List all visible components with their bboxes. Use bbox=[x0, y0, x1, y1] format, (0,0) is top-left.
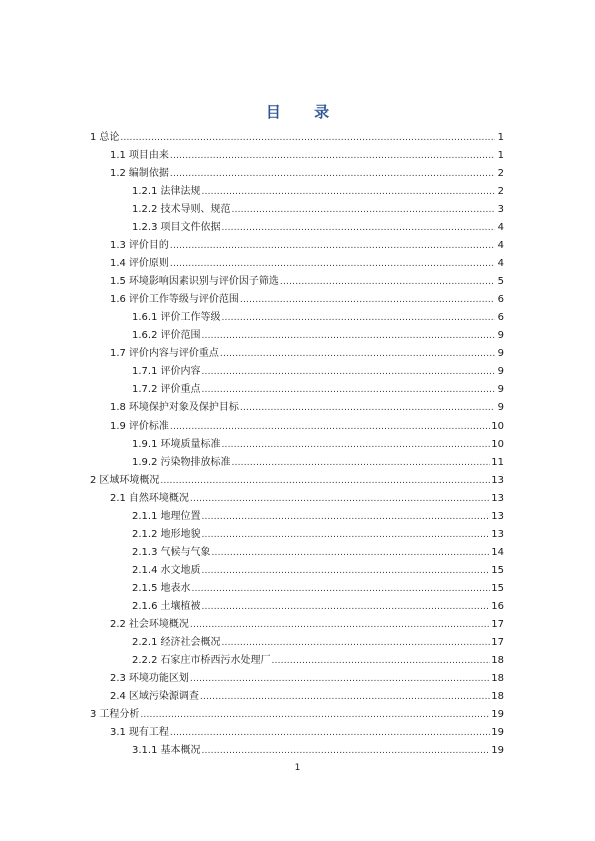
toc-entry-number: 1.7 bbox=[110, 348, 126, 360]
toc-entry[interactable] bbox=[90, 490, 504, 508]
toc-entry-title: 区域环境概况 bbox=[99, 474, 160, 486]
toc-entry-title: 石家庄市桥西污水处理厂 bbox=[160, 654, 271, 666]
toc-entry-page: 13 bbox=[491, 474, 504, 486]
toc-dot-leader bbox=[280, 273, 495, 291]
toc-entry[interactable] bbox=[90, 508, 504, 526]
toc-entry[interactable] bbox=[90, 219, 504, 237]
toc-entry-page: 1 bbox=[497, 132, 504, 143]
toc-entry[interactable] bbox=[90, 544, 504, 562]
toc-entry-title: 评价内容 bbox=[160, 366, 201, 378]
toc-entry-page: 18 bbox=[491, 690, 504, 702]
toc-entry-page: 9 bbox=[497, 348, 504, 360]
toc-entry-page: 9 bbox=[497, 402, 504, 414]
toc-entry[interactable] bbox=[90, 616, 504, 634]
toc-entry-title: 土壤植被 bbox=[160, 600, 201, 612]
toc-entry-number: 3.1 bbox=[110, 727, 126, 739]
toc-entry-number: 1.1 bbox=[110, 150, 126, 162]
toc-entry-page: 19 bbox=[491, 709, 504, 720]
toc-dot-leader bbox=[170, 147, 495, 165]
toc-entry[interactable] bbox=[90, 147, 504, 165]
toc-entry-number: 2.2.2 bbox=[132, 654, 158, 666]
toc-entry[interactable] bbox=[90, 526, 504, 544]
toc-dot-leader bbox=[221, 309, 495, 327]
toc-dot-leader bbox=[170, 418, 490, 436]
toc-entry-number: 1.5 bbox=[110, 276, 126, 288]
toc-dot-leader bbox=[211, 544, 490, 562]
toc-dot-leader bbox=[170, 255, 495, 273]
toc-entry-page: 19 bbox=[491, 745, 504, 757]
toc-entry-title: 评价内容与评价重点 bbox=[128, 348, 219, 360]
toc-entry-number: 1.8 bbox=[110, 402, 126, 414]
toc-entry-page: 4 bbox=[497, 222, 504, 234]
toc-entry-page: 15 bbox=[491, 564, 504, 576]
toc-entry-page: 2 bbox=[497, 168, 504, 180]
toc-entry-number: 1.2.2 bbox=[132, 204, 158, 216]
toc-entry-page: 13 bbox=[491, 510, 504, 522]
toc-dot-leader bbox=[200, 688, 490, 706]
toc-entry-title: 评价重点 bbox=[160, 384, 201, 396]
toc-dot-leader bbox=[240, 399, 495, 417]
toc-entry-title: 区域污染源调查 bbox=[128, 690, 199, 702]
toc-entry-title: 环境保护对象及保护目标 bbox=[128, 402, 239, 414]
toc-entry-page: 9 bbox=[497, 366, 504, 378]
toc-entry-title: 自然环境概况 bbox=[128, 492, 189, 504]
toc-entry-title: 环境影响因素识别与评价因子筛选 bbox=[128, 276, 279, 288]
toc-entry-page: 10 bbox=[491, 438, 504, 450]
toc-entry-number: 1.2.3 bbox=[132, 222, 158, 234]
toc-dot-leader bbox=[231, 201, 495, 219]
toc-entry-page: 6 bbox=[497, 312, 504, 324]
toc-entry[interactable] bbox=[90, 634, 504, 652]
toc-entry[interactable] bbox=[90, 381, 504, 399]
toc-dot-leader bbox=[140, 706, 490, 724]
toc-dot-leader bbox=[160, 472, 490, 490]
toc-entry[interactable] bbox=[90, 183, 504, 201]
toc-entry[interactable] bbox=[90, 562, 504, 580]
toc-entry-page: 9 bbox=[497, 330, 504, 342]
toc-entry[interactable] bbox=[90, 436, 504, 454]
toc-entry-number: 2.1.4 bbox=[132, 564, 158, 576]
toc-dot-leader bbox=[190, 616, 490, 634]
toc-entry-title: 评价标准 bbox=[128, 420, 169, 432]
toc-entry-number: 1.4 bbox=[110, 258, 126, 270]
toc-entry-number: 2.1.1 bbox=[132, 510, 158, 522]
toc-entry-page: 10 bbox=[491, 420, 504, 432]
toc-entry-page: 17 bbox=[491, 636, 504, 648]
toc-entry[interactable] bbox=[90, 598, 504, 616]
toc-entry[interactable] bbox=[90, 724, 504, 742]
toc-entry-title: 评价原则 bbox=[128, 258, 169, 270]
toc-entry-number: 1 bbox=[90, 132, 97, 143]
toc-dot-leader bbox=[221, 634, 490, 652]
toc-entry-title: 水文地质 bbox=[160, 564, 201, 576]
toc-entry-number: 1.3 bbox=[110, 240, 126, 252]
toc-entry[interactable] bbox=[90, 327, 504, 345]
toc-entry-title: 气候与气象 bbox=[160, 546, 211, 558]
toc-dot-leader bbox=[221, 436, 490, 454]
toc-entry-number: 3.1.1 bbox=[132, 745, 158, 757]
toc-entry-title: 社会环境概况 bbox=[128, 618, 189, 630]
toc-entry[interactable] bbox=[90, 291, 504, 309]
toc-entry-title: 地形地貌 bbox=[160, 528, 201, 540]
toc-entry[interactable] bbox=[90, 688, 504, 706]
toc-entry-number: 2.2 bbox=[110, 618, 126, 630]
toc-dot-leader bbox=[201, 562, 490, 580]
toc-entry-number: 1.6.2 bbox=[132, 330, 158, 342]
toc-entry[interactable] bbox=[90, 399, 504, 417]
toc-entry-number: 1.7.2 bbox=[132, 384, 158, 396]
toc-dot-leader bbox=[190, 670, 490, 688]
toc-dot-leader bbox=[201, 508, 490, 526]
toc-entry[interactable] bbox=[90, 742, 504, 760]
toc-entry[interactable] bbox=[90, 129, 504, 147]
toc-entry[interactable] bbox=[90, 454, 504, 472]
toc-entry-number: 3 bbox=[90, 709, 97, 720]
toc-title: 目 录 bbox=[265, 103, 344, 121]
toc-dot-leader bbox=[201, 327, 495, 345]
toc-entry-title: 总论 bbox=[99, 132, 120, 143]
toc-entry-number: 2.1.2 bbox=[132, 528, 158, 540]
toc-entry[interactable] bbox=[90, 418, 504, 436]
toc-entry-title: 评价目的 bbox=[128, 240, 169, 252]
toc-entry[interactable] bbox=[90, 309, 504, 327]
toc-dot-leader bbox=[170, 165, 495, 183]
toc-entry-number: 2.1.3 bbox=[132, 546, 158, 558]
toc-entry[interactable] bbox=[90, 237, 504, 255]
toc-entry-title: 编制依据 bbox=[128, 168, 169, 180]
toc-entry-page: 13 bbox=[491, 528, 504, 540]
toc-dot-leader bbox=[191, 580, 490, 598]
toc-entry-title: 污染物排放标准 bbox=[160, 456, 231, 468]
toc-entry-title: 现有工程 bbox=[128, 727, 169, 739]
toc-entry[interactable] bbox=[90, 472, 504, 490]
toc-dot-leader bbox=[201, 598, 490, 616]
toc-entry-title: 经济社会概况 bbox=[160, 636, 221, 648]
toc-entry-page: 5 bbox=[497, 276, 504, 288]
toc-dot-leader bbox=[201, 381, 495, 399]
toc-entry-page: 1 bbox=[497, 150, 504, 162]
toc-entry-title: 评价范围 bbox=[160, 330, 201, 342]
toc-entry[interactable] bbox=[90, 165, 504, 183]
toc-entry-number: 1.7.1 bbox=[132, 366, 158, 378]
toc-entry-number: 1.2 bbox=[110, 168, 126, 180]
toc-entry-page: 18 bbox=[491, 672, 504, 684]
toc-entry[interactable] bbox=[90, 706, 504, 724]
toc-entry-title: 基本概况 bbox=[160, 745, 201, 757]
toc-entry-page: 19 bbox=[491, 727, 504, 739]
toc-entry-page: 18 bbox=[491, 654, 504, 666]
toc-entry-page: 11 bbox=[491, 456, 504, 468]
toc-dot-leader bbox=[240, 291, 495, 309]
toc-dot-leader bbox=[170, 724, 490, 742]
toc-entry-page: 17 bbox=[491, 618, 504, 630]
toc-dot-leader bbox=[120, 129, 495, 147]
toc-entry-number: 2 bbox=[90, 474, 97, 486]
toc-entry-title: 环境功能区划 bbox=[128, 672, 189, 684]
toc-entry-number: 2.4 bbox=[110, 690, 126, 702]
toc-entry-number: 1.9 bbox=[110, 420, 126, 432]
toc-entry[interactable] bbox=[90, 273, 504, 291]
toc-entry-page: 14 bbox=[491, 546, 504, 558]
toc-entry-page: 2 bbox=[497, 186, 504, 198]
toc-entry-title: 评价工作等级 bbox=[160, 312, 221, 324]
toc-entry-number: 1.6.1 bbox=[132, 312, 158, 324]
toc-dot-leader bbox=[201, 363, 495, 381]
toc-entry[interactable] bbox=[90, 670, 504, 688]
toc-entry-title: 项目文件依据 bbox=[160, 222, 221, 234]
toc-dot-leader bbox=[271, 652, 490, 670]
toc-entry-number: 1.2.1 bbox=[132, 186, 158, 198]
toc-entry-page: 9 bbox=[497, 384, 504, 396]
toc-entry-title: 评价工作等级与评价范围 bbox=[128, 294, 239, 306]
toc-entry-title: 法律法规 bbox=[160, 186, 201, 198]
toc-entry-title: 环境质量标准 bbox=[160, 438, 221, 450]
toc-entry[interactable] bbox=[90, 363, 504, 381]
toc-entry-page: 13 bbox=[491, 492, 504, 504]
toc-entry[interactable] bbox=[90, 345, 504, 363]
toc-entry-number: 1.6 bbox=[110, 294, 126, 306]
toc-entry-title: 技术导则、规范 bbox=[160, 204, 231, 216]
toc-entry-page: 4 bbox=[497, 258, 504, 270]
toc-dot-leader bbox=[201, 742, 490, 760]
toc-dot-leader bbox=[220, 345, 495, 363]
toc-list bbox=[90, 129, 504, 760]
toc-dot-leader bbox=[201, 183, 495, 201]
toc-dot-leader bbox=[170, 237, 495, 255]
toc-entry-number: 2.1 bbox=[110, 492, 126, 504]
toc-entry-page: 6 bbox=[497, 294, 504, 306]
page-number: 1 bbox=[294, 763, 301, 773]
toc-entry-page: 4 bbox=[497, 240, 504, 252]
toc-entry-page: 3 bbox=[497, 204, 504, 216]
toc-entry-title: 地理位置 bbox=[160, 510, 201, 522]
toc-entry-title: 地表水 bbox=[160, 582, 191, 594]
toc-entry-page: 15 bbox=[491, 582, 504, 594]
toc-entry-title: 工程分析 bbox=[99, 709, 140, 720]
toc-dot-leader bbox=[231, 454, 490, 472]
toc-entry-title: 项目由来 bbox=[128, 150, 169, 162]
toc-entry-page: 16 bbox=[491, 600, 504, 612]
toc-dot-leader bbox=[190, 490, 490, 508]
toc-entry-number: 2.1.5 bbox=[132, 582, 158, 594]
toc-dot-leader bbox=[201, 526, 490, 544]
toc-entry[interactable] bbox=[90, 580, 504, 598]
toc-dot-leader bbox=[221, 219, 495, 237]
toc-entry[interactable] bbox=[90, 255, 504, 273]
toc-entry[interactable] bbox=[90, 652, 504, 670]
toc-entry-number: 1.9.1 bbox=[132, 438, 158, 450]
toc-entry-number: 2.1.6 bbox=[132, 600, 158, 612]
toc-entry[interactable] bbox=[90, 201, 504, 219]
toc-entry-number: 2.2.1 bbox=[132, 636, 158, 648]
toc-entry-number: 2.3 bbox=[110, 672, 126, 684]
toc-entry-number: 1.9.2 bbox=[132, 456, 158, 468]
